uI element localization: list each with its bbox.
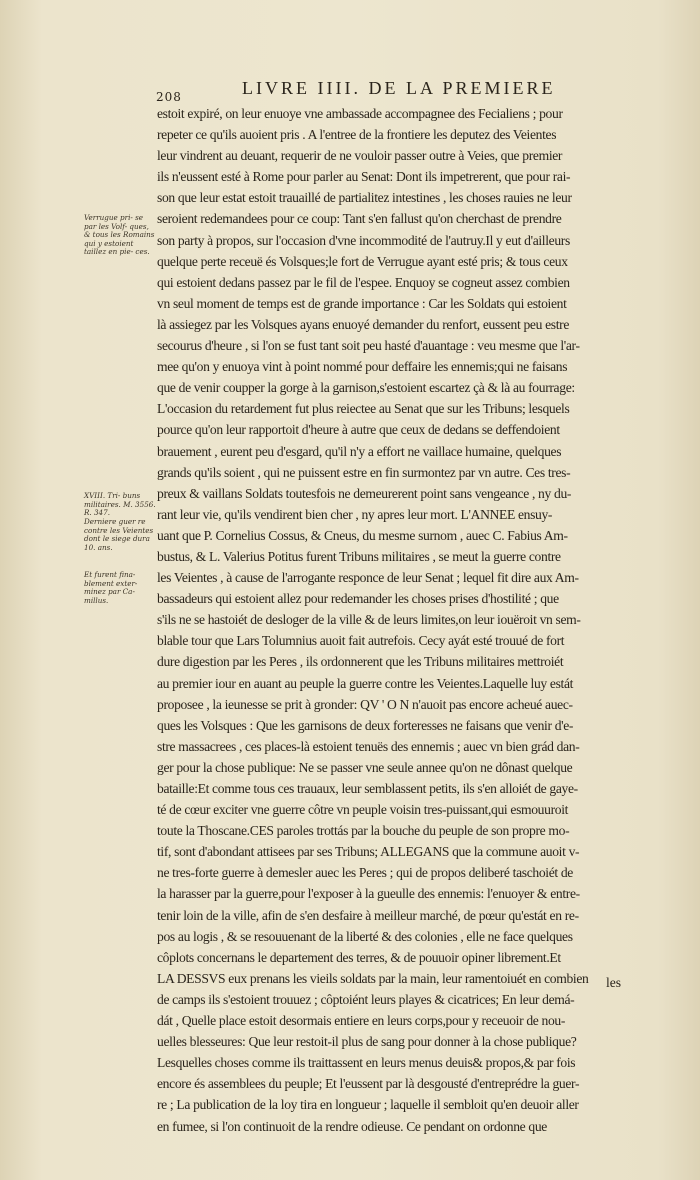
text-line: preux & vaillans Soldats toutesfois ne demeurerent point sans vengeance , ny du- [157, 485, 572, 501]
text-line: tenir loin de la ville, afin de s'en desfaire à meilleur marché, de pœur qu'estát en re- [157, 907, 579, 923]
text-line: uelles blesseures: Que leur restoit-il plus de sang pour donner à la chose publique? [157, 1034, 577, 1050]
text-line: côplots concernans le departement des terres, & de pouuoir opiner librement.Et [157, 949, 561, 965]
text-line: stre massacrees , ces places-là estoient tenuës des ennemis ; auec vn bien grád dan- [157, 738, 580, 754]
text-line: re ; La publication de la loy tira en longueur ; laquelle il sembloit qu'en deuoir aller [157, 1097, 579, 1113]
text-line: secourus d'heure , si l'on se fust tant soit peu hasté d'auantage : veu mesme que l'ar- [157, 338, 580, 354]
text-line: ne tres-forte guerre à demesler auec les Peres ; qui de propos deliberé taschoiét de [157, 865, 573, 881]
text-line: son party à propos, sur l'occasion d'vne incommodité de l'autruy.Il y eut d'ailleurs [157, 232, 570, 248]
text-line: bassadeurs qui estoient allez pour redemander les choses prises d'hostilité ; que [157, 591, 559, 607]
text-line: Lesquelles choses comme ils traittassent en leurs menus deuis& propos,& par fois [157, 1055, 576, 1071]
text-line: repeter ce qu'ils auoient pris . A l'entree de la frontiere les deputez des Veientes [157, 127, 557, 143]
text-line: au premier iour en auant au peuple la guerre contre les Veientes.Laquelle luy estát [157, 675, 574, 691]
margin-note: XVIII. Tri- buns militaires. M. 3556. R. 347. [84, 491, 156, 518]
text-line: ger pour la chose publique: Ne se passer vne seule annee qu'on ne dônast quelque [157, 759, 573, 775]
text-line: bustus, & L. Valerius Potitus furent Tribuns militaires , se meut la guerre contre [157, 548, 561, 564]
text-line: de camps ils s'estoient trouuez ; côptoiént leurs playes & cicatrices; En leur demá- [157, 991, 575, 1007]
text-line: les Veientes , à cause de l'arrogante responce de leur Senat ; lequel fit dire aux Am- [157, 570, 579, 586]
margin-note: Et furent fina- blement exter- minez par Ca- millus. [84, 570, 138, 605]
text-line: blable tour que Lars Tolumnius auoit fait autrefois. Cecy ayát esté trouué de fort [157, 633, 565, 649]
body-text [157, 103, 629, 1137]
text-line: L'occasion du retardement fut plus reiectee au Senat que sur les Tribuns; lesquels [157, 401, 570, 417]
text-line: toute la Thoscane.CES paroles trottás par la bouche du peuple de son propre mo- [157, 823, 570, 839]
text-line: vn seul moment de temps est de grande importance : Car les Soldats qui estoient [157, 295, 567, 311]
text-line: quelque perte receuë és Volsques;le fort de Verrugue ayant esté pris; & tous ceux [157, 253, 568, 269]
catchword: les [606, 975, 622, 990]
text-line: son que leur estat estoit trauaillé de partialitez intestines , les choses rauies ne leur [157, 190, 572, 206]
running-title: LIVRE IIII. DE LA PREMIERE [242, 78, 556, 98]
text-line: leur vindrent au deuant, requerir de ne vouloir passer outre à Veies, que premier [157, 148, 563, 164]
margin-note: Derniere guer re contre les Veientes dont le siege dura 10. ans. [84, 517, 154, 552]
text-line: mee qu'on y enuoya vint à point nommé pour deffaire les ennemis;qui ne faisans [157, 359, 568, 375]
text-line: pos au logis , & se resouuenant de la liberté & des colonies , elle ne face quelques [157, 928, 573, 944]
text-line: tif, sont d'abondant attisees par ses Tribuns; ALLEGANS que la commune auoit v- [157, 844, 580, 860]
text-line: que de venir coupper la gorge à la garnison,s'estoient escartez çà & là au fourrage: [157, 380, 575, 396]
text-line: té de cœur exciter vne guerre côtre vn peuple voisin tres-puissant,qui esmouuroit [157, 802, 569, 818]
text-line: qui estoient dedans passez par le fil de l'espee. Enquoy se cogneut assez combien [157, 274, 570, 290]
text-line: encore és assemblees du peuple; Et l'eussent par là desgousté d'entreprédre la guer- [157, 1076, 580, 1092]
margin-note: Verrugue pri- se par les Volf- ques, & tous les Romains qui y estoient taillez en pie- ces. [84, 213, 155, 257]
text-line: en fumee, si l'on continuoit de la rendre odieuse. Ce pendant on ordonne que [157, 1118, 547, 1134]
text-line: LA DESSVS eux prenans les vieils soldats par la main, leur ramentoiuét en combien [157, 970, 589, 986]
page-number: 208 [156, 90, 182, 104]
text-line: proposee , la ieunesse se prit à gronder: QV ' O N n'auoit pas encore acheué auec- [157, 696, 573, 712]
text-line: dát , Quelle place estoit desormais entiere en leurs corps,pour y receuoir de nou- [157, 1013, 566, 1029]
text-line: ils n'eussent esté à Rome pour parler au Senat: Dont ils impetrerent, que pour rai- [157, 169, 571, 185]
text-line: ques les Volsques : Que les garnisons de deux forteresses ne faisans que venir d'e- [157, 717, 574, 733]
text-line: rant leur vie, qu'ils vendirent bien cher , ny apres leur mort. L'ANNEE ensuy- [157, 506, 553, 522]
text-line: grands qu'ils soient , qui ne puissent estre en fin surmontez par vn autre. Ces tres- [157, 464, 571, 480]
text-line: s'ils ne se hastoiét de desloger de la ville & de leurs limites,on leur iouëroit vn sem- [157, 612, 581, 628]
text-line: pource qu'on leur rapportoit d'heure à autre que ceux de dedans se deffendoient [157, 422, 560, 438]
text-line: seroient redemandees pour ce coup: Tant s'en fallust qu'on cherchast de prendre [157, 211, 562, 227]
text-line: bataille:Et comme tous ces trauaux, leur semblassent petits, ils s'en alloiét de gaye- [157, 781, 578, 796]
text-line: là assiegez par les Volsques ayans enuoyé demander du renfort, eussent peu estre [157, 316, 570, 332]
text-line: brauement , eurent peu d'esgard, qu'il n'y a effort ne vaillace humaine, quelques [157, 443, 562, 459]
text-line: estoit expiré, on leur enuoye vne ambassade accompagnee des Fecialiens ; pour [157, 106, 563, 121]
text-line: uant que P. Cornelius Cossus, & Cneus, du mesme surnom , auec C. Fabius Am- [157, 527, 568, 543]
text-line: dure digestion par les Peres , ils ordonnerent que les Tribuns militaires mettroiét [157, 654, 564, 670]
text-line: la harasser par la guerre,pour l'exposer à la gueulle des ennemis: l'enuoyer & entre- [157, 886, 580, 902]
